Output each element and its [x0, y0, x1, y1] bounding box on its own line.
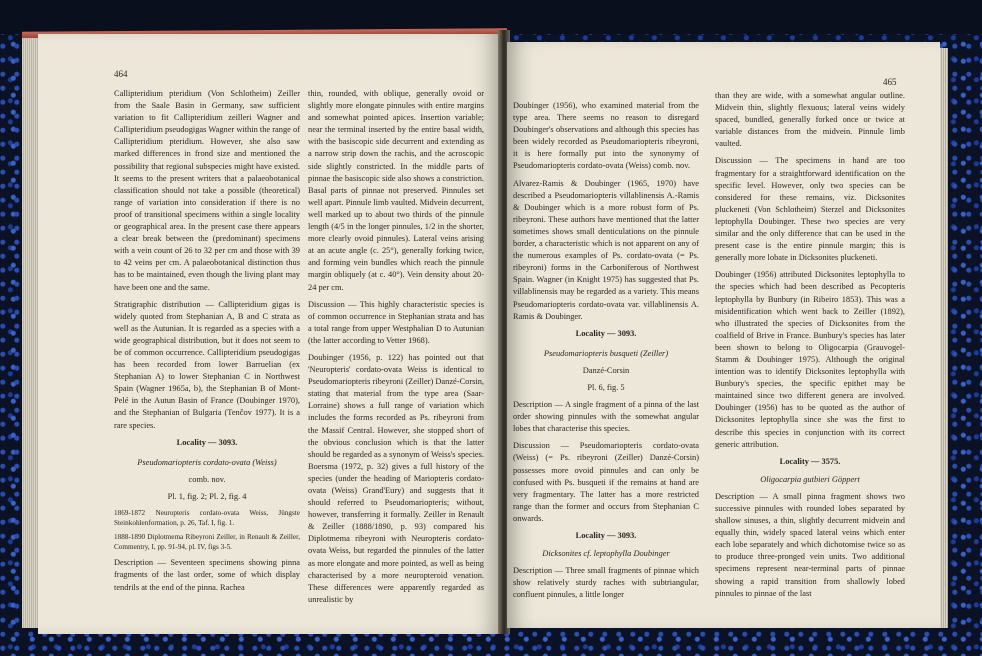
locality-heading: Locality — 3575. [779, 456, 841, 466]
paragraph: Description — A small pinna fragment shows two successive pinnules with rounded lobes separated by shallow sinuses, a thin, slightly decurrent midvein and equally thin, widely spaced lateral veins which enter each lobe separately and which dichotomise twice so as to produce three-pronged vein units. Two additional specimens represent near-terminal parts of pinnae showing a rapid transition from shallowly lobed pinnules to pinnae of the last [715, 491, 905, 598]
left-column-1 [114, 88, 300, 599]
paragraph: Description — Three small fragments of pinnae which show relatively sturdy raches with subtriangular, confluent pinnules, a little longer [513, 566, 699, 600]
species-heading: Pseudomariopteris busqueti (Zeiller) [543, 348, 669, 358]
left-page [38, 34, 500, 634]
paragraph: Doubinger (1956, p. 122) has pointed out that 'Neuropteris' cordato-ovata Weiss is identical to Pseudomariopteris ribeyroni (Zeiller) Danzé-Corsin, stating that material from the type area (Saar-Lorraine) shows a full range of variation which includes the forms recorded as Ps. ribeyroni from the Massif Central. However, she stopped short of the obvious conclusion which is that the latter should be regarded as a synonym of Weiss's species. Boersma (1972, p. 32) gives a full history of the species (under the heading of Mariopteris cordato-ovata (Weiss) Grand'Eury) and suggests that it should referred to Pseudomariopteris; without, however, transferring it formally. Zeiller in Renault & Zeiller (1888/1890, p. 93) compared his Diplotmema ribeyroni with Neuropteris cordato-ovata Weiss, but regarded the pinnules of the latter as more elongate and more pointed, as well as being characterised by a more neuropteroid venation. These differences were apparently regarded as unrealistic by [308, 352, 484, 604]
paragraph: than they are wide, with a somewhat angular outline. Midvein thin, slightly flexuous; lateral veins widely spaced, bundled, generally forked once or twice at variable distances from the midvein. Pinnule limb vaulted. [715, 91, 905, 149]
paragraph: Stratigraphic distribution — Callipteridium gigas is widely quoted from Stephanian A, B and C strata as well as the Autunian. It is regarded as a species with a wide geographical distribution, but it does not seem to be of common occurrence. Callipteridium pseudogigas has been recorded from lower Barruelian (ex Stephanian A) to lower Stephanian C in Northwest Spain (Wagner 1965a, b), the Stephanian B of Mont-Pelé in the Autun Basin of France (Doubinger 1970), and the Stephanian of Bulgaria (Tenčov 1977). It is a rare species. [114, 299, 300, 430]
synonymy-entry: 1869-1872 Neuropteris cordato-ovata Weiss, Jüngste Steinkohlenformation, p. 26, Taf. I, fig. 1. [114, 509, 300, 527]
left-column-2 [308, 88, 484, 611]
species-heading: Oligocarpia gutbieri Göppert [760, 474, 860, 484]
right-column-1 [513, 100, 699, 606]
paragraph: Description — Seventeen specimens showing pinna fragments of the last order, some of which display tendrils at the end of the pinna. Rachea [114, 558, 300, 592]
paragraph: Discussion — Pseudomariopteris cordato-ovata (Weiss) (= Ps. ribeyroni (Zeiller) Danzé-Corsin) possesses more ovoid pinnules and can only be confused with Ps. busqueti if the remains at hand are very fragmentary. The latter has a more restricted range than the former and occurs from Stephanian C onwards. [513, 441, 699, 523]
right-column-2 [715, 90, 905, 605]
synonymy-entry: 1888-1890 Diplotmema Ribeyroni Zeiller, in Renault & Zeiller, Commentry, I, pp. 91-94, pl. IV, figs 3-5. [114, 533, 300, 551]
page-number: 465 [883, 77, 897, 87]
paragraph: Discussion — This highly characteristic species is of common occurrence in Stephanian strata and has a total range from upper Westphalian D to Autunian (the latter according to Vetter 1968). [308, 299, 484, 345]
species-plates: Pl. 6, fig. 5 [587, 382, 625, 392]
locality-heading: Locality — 3093. [575, 531, 637, 540]
species-author: Danzé-Corsin [582, 365, 630, 375]
species-plates: Pl. 1, fig. 2; Pl. 2, fig. 4 [167, 491, 247, 501]
paragraph: thin, rounded, with oblique, generally ovoid or slightly more elongate pinnules with entire margins and somewhat pointed apices. Insertion variable; near the terminal inserted by the entire basal width, with the basiscopic side decurrent and extending as a narrow strip down the rachis, and the acroscopic side slightly constricted. In the middle parts of pinnae the basiscopic side also shows a constriction. Basal parts of pinnae not preserved. Pinnules set well apart. Pinnule limb vaulted. Midvein decurrent, well marked up to about two thirds of the pinnule length (4/5 in the longer pinnules, 1/2 in the shorter, more clearly ovoid pinnules). Lateral veins arising at an acute angle (c. 25°), generally forking twice, and forming vein bundles which reach the pinnule margin obliquely (at c. 40°). Vein density about 20-24 per cm. [308, 89, 484, 292]
species-heading: Pseudomariopteris cordato-ovata (Weiss) [137, 457, 277, 467]
paragraph: Callipteridium pteridium (Von Schlotheim) Zeiller from the Saale Basin in Germany, saw sufficient variation to fit Callipteridium zeilleri Wagner and Callipteridium pseudogigas Wagner within the range of Callipteridium pteridium. However, she also saw marked differences in frond size and mentioned the possibility that regional subspecies might have existed. It seems to the present writers that a palaeobotanical classification should not take a possible (theoretical) range of variation into consideration if there is no proof of transitional specimens within a single locality or geographical area. In the present case there appears a clear break between the (predominant) specimens with a vein count of 26 to 32 per cm and those with 39 to 42 veins per cm. A palaeobotanical distinction thus has to be maintained, even though the living plant may have been one and the same. [114, 89, 300, 292]
locality-heading: Locality — 3093. [176, 437, 238, 447]
right-page [507, 42, 940, 628]
locality-heading: Locality — 3093. [575, 328, 637, 338]
species-heading: Dicksonites cf. leptophylla Doubinger [542, 549, 670, 559]
paragraph: Doubinger (1956) attributed Dicksonites leptophylla to the species which had been described as Pecopteris leptophylla by Bunbury (in Ribeiro 1853). This was a misidentification which went back to Zeiller (1892), who illustrated the species of Dicksonites from the coalfield of Brive in France. Bunbury's species has later been shown to belong to Oligocarpia (Grauvogel-Stamm & Doubinger 1975). Although the original intention was to identify Dicksonites leptophylla with Bunbury's species, the specific epithet may be maintained since two different genera are involved. Doubinger (1956) has to be quoted as the author of Dicksonites leptophylla since she was the first to describe this species in conjunction with its correct generic attribution. [715, 270, 905, 449]
paragraph: Discussion — The specimens in hand are too fragmentary for a straightforward identification on the specific level. However, only two species can be considered for these remains, viz. Dicksonites pluckeneti (Von Schlotheim) Sterzel and Dicksonites leptophylla Doubinger. These two species are very similar and the only difference that can be used in the present case is the entire pinnule margin; this is generally more lobate in Dicksonites pluckeneti. [715, 156, 905, 263]
paragraph: Description — A single fragment of a pinna of the last order showing pinnules with the somewhat angular lobes that characterise this species. [513, 400, 699, 434]
paragraph: Alvarez-Ramis & Doubinger (1965, 1970) have described a Pseudomariopteris villablinensis A.-Ramis & Doubinger which is a more robust form of Ps. ribeyroni. These authors have mentioned that the latter sometimes shows small denticulations on the pinnule border, a characteristic which is not apparent on any of the numerous examples of Ps. cordato-ovata (= Ps. ribeyroni) forms in the Carboniferous of Northwest Spain. Wagner (in Knight 1975) has suggested that Ps. villablinensis may be regarded as a variety. This means Pseudomariopteris cordato-ovata var. villablinensis A. Ramis & Doubinger. [513, 178, 699, 321]
species-comb: comb. nov. [188, 474, 226, 484]
paragraph: Doubinger (1956), who examined material from the type area. There seems no reason to disregard Doubinger's observations and although this species has been widely recorded as Pseudomariopteris ribeyroni, it is here formally put into the synonymy of Pseudomariopteris cordato-ovata (Weiss) comb. nov. [513, 101, 699, 171]
page-number: 464 [114, 69, 128, 79]
